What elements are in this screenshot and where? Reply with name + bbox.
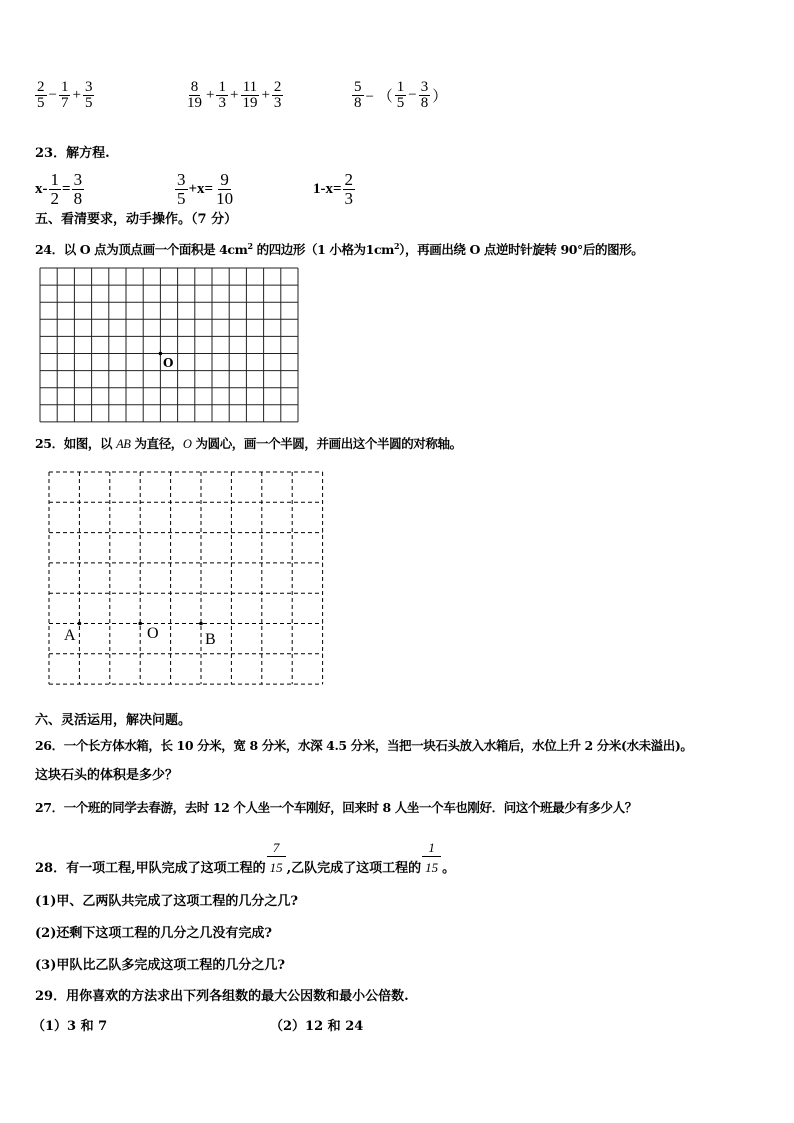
dashed-grid[interactable] [46,470,326,690]
numerator: 1 [396,79,405,95]
operator: + [229,87,239,103]
fraction [352,80,364,111]
denominator: 2 [50,189,59,208]
numerator: 1 [422,840,441,857]
denominator: 8 [354,95,362,111]
numerator: 3 [420,79,429,95]
point-b-label: B [205,631,216,648]
denominator: 3 [344,189,354,208]
fraction [49,171,62,208]
point-o [159,352,163,356]
fraction [343,171,356,208]
calc-expression-1 [34,80,95,111]
denominator: 3 [273,95,282,111]
fraction [175,171,188,208]
numerator: 2 [344,170,354,189]
numerator: 9 [220,170,229,189]
calc-expression-3 [351,80,448,111]
numerator: 5 [354,79,362,95]
numerator: 3 [177,170,186,189]
numerator: 11 [242,79,258,95]
denominator: 10 [216,189,234,208]
operator: + [206,87,215,103]
question-27: 27．一个班的同学去春游，去时 12 个人坐一个车刚好，回来时 8 人坐一个车也刚好．问这个班最少有多少人？ [35,800,637,815]
point-o [138,622,142,626]
denominator: 7 [60,95,69,111]
question-29-part-2: （2）12 和 24 [270,1019,364,1034]
denominator: 5 [37,95,45,111]
fraction-1-15 [425,840,439,876]
denominator: 5 [396,95,405,111]
operator: + [261,87,270,103]
fraction [72,171,85,208]
section-6-heading: 六、灵活运用，解决问题。 [35,713,192,728]
equals-sign: = [62,181,71,197]
equation-middle: +x= [188,181,214,197]
question-25-text: 25．如图，以 AB 为直径，O 为圆心，画一个半圆，并画出这个半圆的对称轴。 [35,436,462,451]
question-26-line-1: 26．一个长方体水箱，长 10 分米，宽 8 分米，水深 4.5 分米，当把一块石头放入水箱后，水位上升 2 分米(水未溢出)。 [35,738,693,753]
question-24-text: 24．以 O 点为顶点画一个面积是 $4cm^2$ 的四边形（1 小格为$1cm^2$），再画出绕 O 点逆时针旋转 90°后的图形。 [35,241,644,258]
calc-expression-2 [184,80,284,111]
question-28-sub-2: (2)还剩下这项工程的几分之几没有完成? [35,926,272,941]
numerator: 8 [190,79,199,95]
operator: ） [432,89,448,105]
fraction [59,80,71,111]
section-5-heading: 五、看清要求，动手操作。（7 分） [35,212,238,227]
fraction [35,80,47,111]
numerator: 7 [267,840,286,857]
denominator: 3 [218,95,226,111]
fraction [185,80,204,111]
denominator: 8 [420,95,429,111]
denominator: 19 [187,95,202,111]
equation-prefix: 1-x= [313,181,342,197]
point-a-label: A [64,627,76,644]
denominator: 19 [242,95,258,111]
denominator: 8 [73,189,83,208]
denominator: 15 [425,860,439,875]
question-29-part-1: （1）3 和 7 [32,1019,108,1034]
numerator: 1 [60,79,69,95]
numerator: 3 [84,79,93,95]
equation-3 [313,171,356,208]
operator: − [408,87,417,103]
operator: + [72,87,81,103]
fraction [395,80,407,111]
point-b [199,622,203,626]
point-a [78,622,82,626]
operator: − （ [365,89,393,105]
question-29-title: 29．用你喜欢的方法求出下列各组数的最大公因数和最小公倍数. [35,989,409,1004]
numerator: 3 [73,170,83,189]
numerator: 2 [37,79,45,95]
numerator: 1 [218,79,226,95]
square-grid[interactable] [38,266,302,426]
denominator: 5 [177,189,186,208]
fraction [419,80,431,111]
point-o-label-25: O [147,625,159,642]
fraction [214,171,235,208]
point-o-label: O [163,356,174,370]
numerator: 1 [50,170,59,189]
numerator: 2 [273,79,282,95]
operator: − [48,87,57,103]
fraction [216,80,228,111]
question-28-sub-1: (1)甲、乙两队共完成了这项工程的几分之几? [35,894,298,909]
denominator: 15 [269,860,283,875]
question-28-sub-3: (3)甲队比乙队多完成这项工程的几分之几? [35,958,285,973]
fraction [240,80,259,111]
denominator: 5 [84,95,93,111]
question-26-line-2: 这块石头的体积是多少？ [35,768,179,783]
equation-1 [35,171,85,208]
fraction [272,80,284,111]
question-23-title: 23．解方程. [35,146,110,161]
question-28-text: 28．有一项工程,甲队完成了这项工程的 $\frac{7}{15}$ ,乙队完成了这项工程的 $\frac{1}{15}$ 。 [35,840,456,876]
fraction [83,80,95,111]
equation-2 [174,171,236,208]
fraction-7-15 [269,840,283,876]
equation-prefix: x- [35,181,48,197]
